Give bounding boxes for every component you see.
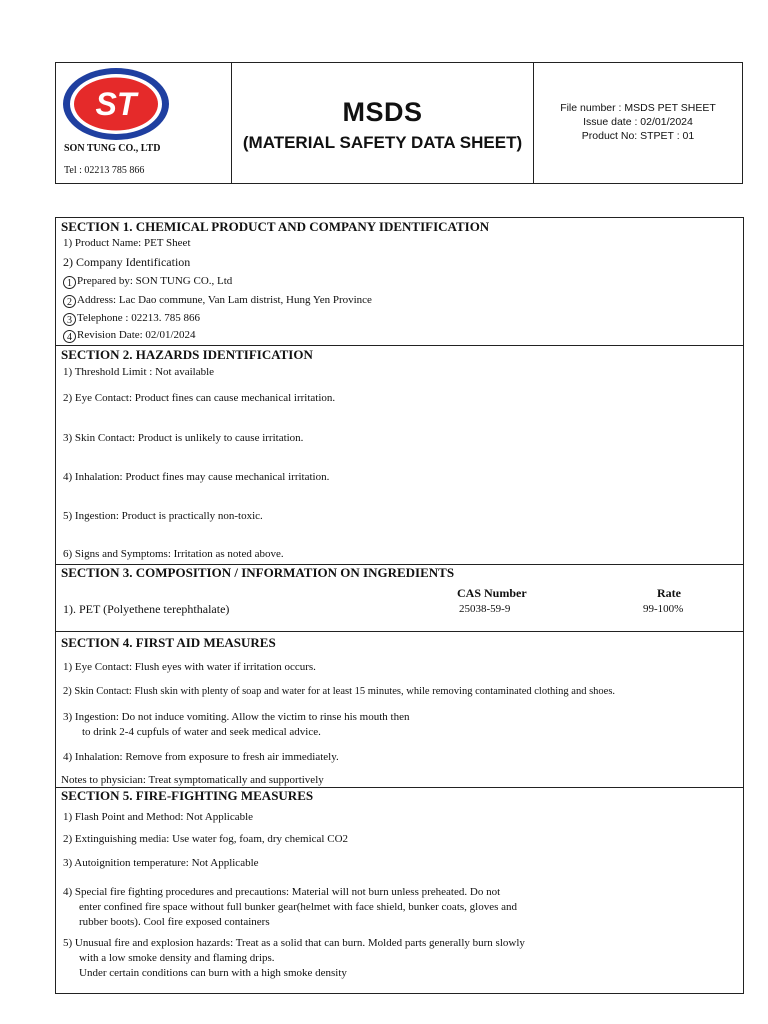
special-procedures-line-1: 4) Special fire fighting procedures and precautions: Material will not burn unless preheated. Do not [63,886,501,898]
number-circle: 1 [63,276,76,289]
eye-contact-hazard: 2) Eye Contact: Product fines can cause mechanical irritation. [63,392,336,404]
section-5 [56,787,743,994]
number-circle: 4 [63,330,76,343]
section-4-heading: SECTION 4. FIRST AID MEASURES [61,635,276,650]
company-telephone: Tel : 02213 785 866 [64,165,145,176]
company-logo [60,65,172,143]
unusual-fire-hazards [63,936,525,981]
section-4 [56,631,743,787]
inhalation-hazard: 4) Inhalation: Product fines may cause mechanical irritation. [63,471,330,483]
first-aid-skin-contact: 2) Skin Contact: Flush skin with plenty of soap and water for at least 15 minutes, while removing contaminated clothing and shoes. [63,686,616,697]
first-aid-eye-contact: 1) Eye Contact: Flush eyes with water if irritation occurs. [63,661,316,673]
company-identification: 2) Company Identification [63,255,191,269]
file-number: File number : MSDS PET SHEET [560,102,716,114]
first-aid-ingestion-line-1: 3) Ingestion: Do not induce vomiting. Allow the victim to rinse his mouth then [63,711,410,723]
address [63,294,372,308]
unusual-hazards-line-2: with a low smoke density and flaming drips. [79,952,275,964]
ingredient-name: 1). PET (Polyethene terephthalate) [63,602,230,616]
special-procedures-line-2: enter confined fire space without full bunker gear(helmet with face shield, bunker coats, gloves and [79,901,518,913]
ingredient-rate: 99-100% [643,603,684,615]
msds-content-box [55,217,744,994]
first-aid-ingestion [63,710,409,740]
notes-to-physician: Notes to physician: Treat symptomatically and supportively [61,774,324,786]
section-3 [56,564,743,631]
prepared-by-text: Prepared by: SON TUNG CO., Ltd [77,275,233,287]
document-title: MSDS [342,97,423,127]
autoignition-temperature: 3) Autoignition temperature: Not Applicable [63,857,259,869]
prepared-by [63,275,232,289]
section-1 [56,218,743,344]
section-3-heading: SECTION 3. COMPOSITION / INFORMATION ON INGREDIENTS [61,565,455,580]
unusual-hazards-line-1: 5) Unusual fire and explosion hazards: Treat as a solid that can burn. Molded parts generally burn slowly [63,937,525,949]
document-subtitle: (MATERIAL SAFETY DATA SHEET) [242,133,523,152]
product-name: 1) Product Name: PET Sheet [63,237,191,249]
signs-symptoms: 6) Signs and Symptoms: Irritation as noted above. [63,548,284,560]
first-aid-ingestion-line-2: to drink 2-4 cupfuls of water and seek medical advice. [82,726,321,738]
special-procedures-line-3: rubber boots). Cool fire exposed containers [79,916,270,928]
document-meta-cell [534,63,742,183]
unusual-hazards-line-3: Under certain conditions can burn with a high smoke density [79,967,347,979]
telephone [63,312,200,326]
threshold-limit: 1) Threshold Limit : Not available [63,366,215,378]
flash-point: 1) Flash Point and Method: Not Applicable [63,811,254,823]
revision-date-text: Revision Date: 02/01/2024 [77,329,196,341]
section-1-heading: SECTION 1. CHEMICAL PRODUCT AND COMPANY IDENTIFICATION [61,219,490,234]
company-logo-cell [56,63,232,183]
section-2-heading: SECTION 2. HAZARDS IDENTIFICATION [61,347,313,362]
title-cell [232,63,534,183]
ingestion-hazard: 5) Ingestion: Product is practically non-toxic. [63,510,263,522]
extinguishing-media: 2) Extinguishing media: Use water fog, foam, dry chemical CO2 [63,833,349,845]
section-5-heading: SECTION 5. FIRE-FIGHTING MEASURES [61,788,314,803]
logo-lettering: ST [95,86,137,122]
skin-contact-hazard: 3) Skin Contact: Product is unlikely to cause irritation. [63,432,304,444]
column-header-cas: CAS Number [457,586,527,600]
revision-date [63,329,196,343]
document-header [55,62,743,184]
address-text: Address: Lac Dao commune, Van Lam distrist, Hung Yen Province [77,294,372,306]
column-header-rate: Rate [657,586,681,600]
company-name: SON TUNG CO., LTD [64,143,161,154]
product-number: Product No: STPET : 01 [581,130,695,142]
telephone-text: Telephone : 02213. 785 866 [77,312,200,324]
issue-date: Issue date : 02/01/2024 [583,116,693,128]
first-aid-inhalation: 4) Inhalation: Remove from exposure to fresh air immediately. [63,751,339,763]
ingredient-cas-number: 25038-59-9 [459,603,511,615]
number-circle: 3 [63,313,76,326]
special-fire-fighting-procedures [63,885,517,930]
number-circle: 2 [63,295,76,308]
section-2 [56,345,743,564]
